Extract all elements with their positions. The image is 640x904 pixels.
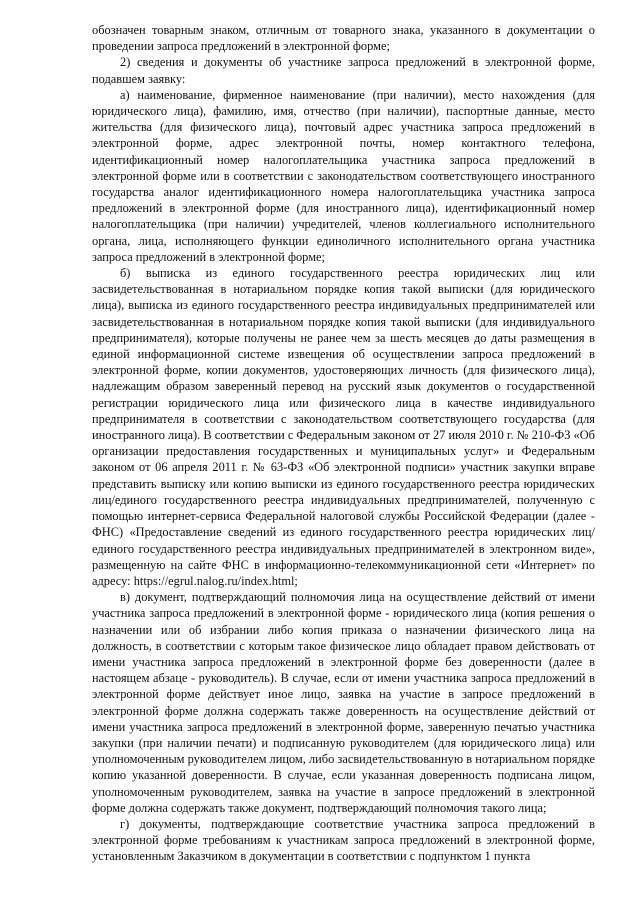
paragraph-item-2g: г) документы, подтверждающие соответствие участника запроса предложений в электронной форме требованиям к участникам запроса предложений в электронной форме, установленным Заказчиком в документации в соответствии с подпунктом 1 пункта — [92, 816, 595, 864]
document-page — [92, 22, 595, 865]
paragraph-item-2: 2) сведения и документы об участнике запроса предложений в электронной форме, подавшем заявку: — [92, 55, 595, 86]
paragraph-continuation: обозначен товарным знаком, отличным от товарного знака, указанного в документации о проведении запроса предложений в электронной форме; — [92, 23, 595, 54]
paragraph-item-2v: в) документ, подтверждающий полномочия лица на осуществление действий от имени участника запроса предложений в электронной форме - юридического лица (копия решения о назначении или об избрании либо копия приказа о назначении физического лица на должность, в соответствии с которым такое физическое лицо обладает правом действовать от имени участника запроса предложений в электронной форме без доверенности (далее в настоящем абзаце - руководитель). В случае, если от имени участника запроса предложений в электронной форме действует иное лицо, заявка на участие в запросе предложений в электронной форме должна содержать также доверенность на осуществление действий от имени участника запроса предложений в электронной форме, заверенную печатью участника закупки (при наличии печати) и подписанную руководителем (для юридического лица) или уполномоченным руководителем лицом, либо засвидетельствованную в нотариальном порядке копию указанной доверенности. В случае, если указанная доверенность подписана лицом, уполномоченным руководителем, заявка на участие в запросе предложений в электронной форме должна содержать также документ, подтверждающий полномочия такого лица; — [92, 590, 595, 815]
paragraph-item-2a: а) наименование, фирменное наименование (при наличии), место нахождения (для юридического лица), фамилию, имя, отчество (при наличии), паспортные данные, место жительства (для физического лица), почтовый адрес участника запроса предложений в электронной форме, адрес электронной почты, номер контактного телефона, идентификационный номер налогоплательщика участника запроса предложений в электронной форме или в соответствии с законодательством соответствующего иностранного государства аналог идентификационного номера налогоплательщика участника запроса предложений в электронной форме (для иностранного лица), идентификационный номер налогоплательщика (при наличии) учредителей, членов коллегиального исполнительного органа, лица, исполняющего функции единоличного исполнительного органа участника запроса предложений в электронной форме; — [92, 87, 595, 264]
paragraph-item-2b: б) выписка из единого государственного реестра юридических лиц или засвидетельствованная в нотариальном порядке копия такой выписки (для юридического лица), выписка из единого государственного реестра индивидуальных предпринимателей или засвидетельствованная в нотариальном порядке копия такой выписки (для индивидуального предпринимателя), которые получены не ранее чем за шесть месяцев до даты размещения в единой информационной системе извещения об осуществлении запроса предложений в электронной форме, копии документов, удостоверяющих личность (для физического лица), надлежащим образом заверенный перевод на русский язык документов о государственной регистрации юридического лица или физического лица в качестве индивидуального предпринимателя в соответствии с законодательством соответствующего государства (для иностранного лица). В соответствии с Федеральным законом от 27 июля 2010 г. № 210-ФЗ «Об организации предоставления государственных и муниципальных услуг» и Федеральным законом от 06 апреля 2011 г. № 63-ФЗ «Об электронной подписи» участник закупки вправе представить выписку или копию выписки из единого государственного реестра юридических лиц/единого государственного реестра индивидуальных предпринимателей, полученную с помощью интернет-сервиса Федеральной налоговой службы Российской Федерации (далее - ФНС) «Предоставление сведений из единого государственного реестра юридических лиц/единого государственного реестра индивидуальных предпринимателей в электронном виде», размещенную на сайте ФНС в информационно-телекоммуникационной сети «Интернет» по адресу: https://egrul.nalog.ru/index.html; — [92, 266, 595, 588]
